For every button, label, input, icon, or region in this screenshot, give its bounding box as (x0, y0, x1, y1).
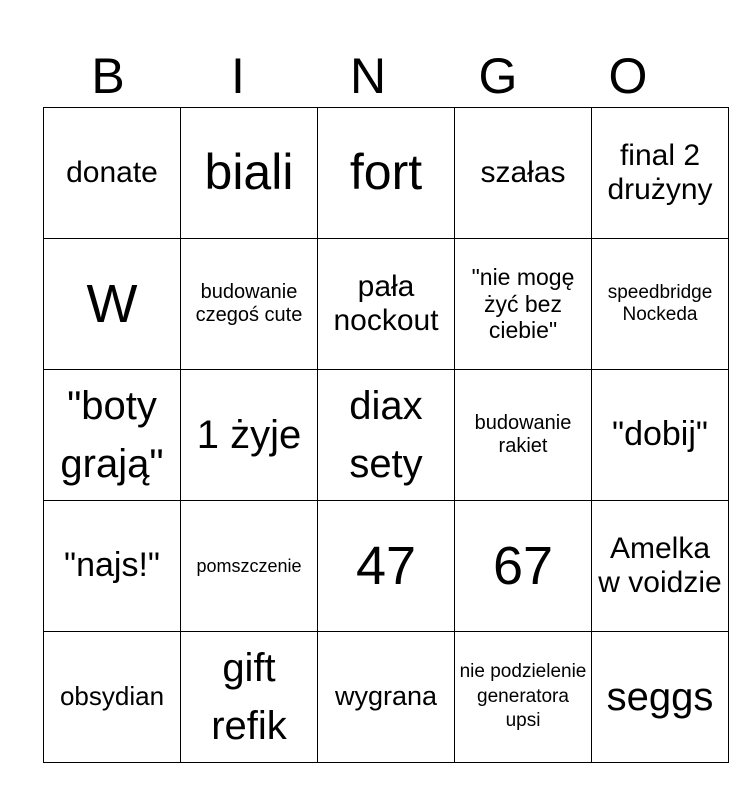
bingo-cell[interactable]: biali (181, 108, 318, 239)
bingo-cell[interactable]: donate (44, 108, 181, 239)
header-letter-o: O (608, 48, 648, 104)
bingo-cell[interactable]: pomszczenie (181, 501, 318, 632)
bingo-cell[interactable]: seggs (592, 632, 729, 763)
bingo-cell[interactable]: budowanie rakiet (455, 370, 592, 501)
board-row (44, 108, 729, 239)
bingo-cell[interactable]: budowanie czegoś cute (181, 239, 318, 370)
bingo-cell[interactable]: "dobij" (592, 370, 729, 501)
bingo-cell[interactable]: 67 (455, 501, 592, 632)
board-row (44, 370, 729, 501)
bingo-cell[interactable]: diax sety (318, 370, 455, 501)
bingo-board (43, 107, 729, 763)
board-row (44, 239, 729, 370)
board-row (44, 632, 729, 763)
bingo-cell[interactable]: Amelka w voidzie (592, 501, 729, 632)
bingo-cell[interactable]: nie podzielenie generatora upsi (455, 632, 592, 763)
bingo-cell[interactable]: obsydian (44, 632, 181, 763)
bingo-cell[interactable]: W (44, 239, 181, 370)
bingo-cell[interactable]: pała nockout (318, 239, 455, 370)
bingo-cell[interactable]: final 2 drużyny (592, 108, 729, 239)
bingo-cell[interactable]: wygrana (318, 632, 455, 763)
bingo-cell[interactable]: 47 (318, 501, 455, 632)
header-letter-g: G (478, 48, 518, 104)
header-letter-i: I (231, 48, 245, 104)
bingo-cell[interactable]: "nie mogę żyć bez ciebie" (455, 239, 592, 370)
bingo-cell[interactable]: speedbridge Nockeda (592, 239, 729, 370)
bingo-cell[interactable]: fort (318, 108, 455, 239)
bingo-cell[interactable]: "najs!" (44, 501, 181, 632)
bingo-header (43, 46, 693, 106)
bingo-cell[interactable]: 1 żyje (181, 370, 318, 501)
bingo-cell[interactable]: gift refik (181, 632, 318, 763)
header-letter-b: B (91, 48, 125, 104)
bingo-cell[interactable]: "boty grają" (44, 370, 181, 501)
bingo-cell[interactable]: szałas (455, 108, 592, 239)
header-letter-n: N (349, 48, 387, 104)
board-row (44, 501, 729, 632)
